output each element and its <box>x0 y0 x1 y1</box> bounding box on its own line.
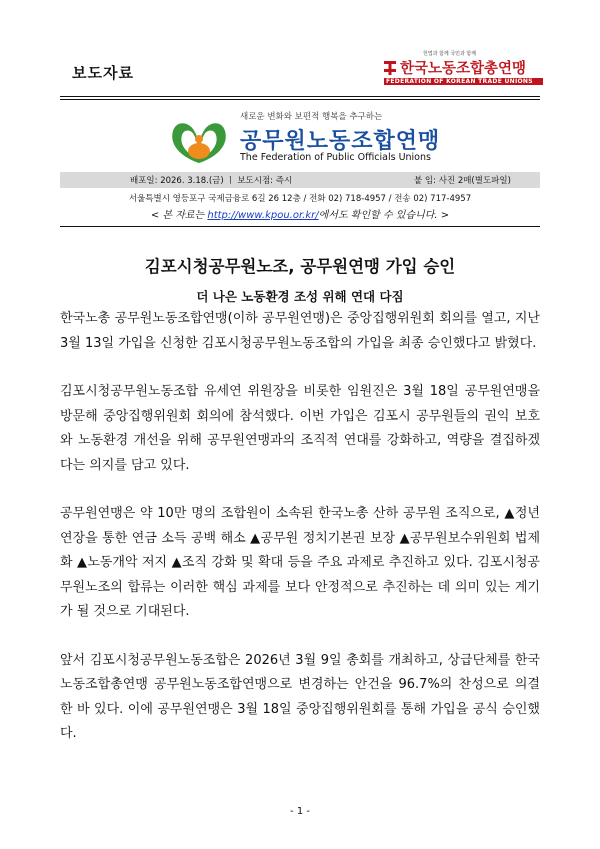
paragraph-1: 한국노총 공무원노동조합연맹(이하 공무원연맹)은 중앙집행위원회 회의를 열고, 지난 3월 13일 가입을 신청한 김포시청공무원노동조합의 가입을 최종 승인했다고 밝혔다. <box>60 311 540 351</box>
fktu-logo <box>383 50 543 85</box>
website-notice <box>60 206 540 221</box>
notice-prefix: < 본 자료는 <box>150 210 208 221</box>
fpou-name: 공무원노동조합연맹 <box>240 129 441 154</box>
fktu-name: 한국노동조합총연맹 <box>400 61 527 77</box>
fktu-name-en: FEDERATION OF KOREAN TRADE UNIONS <box>384 78 543 85</box>
page-number: - 1 - <box>290 806 310 817</box>
attachment-info: 붙 임: 사진 2매(별도파일) <box>414 176 511 186</box>
distribution-info-bar <box>60 172 540 188</box>
paragraph-3: 공무원연맹은 약 10만 명의 조합원이 소속된 한국노총 산하 공무원 조직으로, ▲정년연장을 통한 연금 소득 공백 해소 ▲공무원 정치기본권 보장 ▲공무원보수위원회 법제화 ▲노동개악 저지 ▲조직 강화 및 확대 등을 주요 과제로 추진하고 있다. 김포시청공무원노조의 합류는 이러한 핵심 과제를 보다 안정적으로 추진하는 데 의미 있는 계기가 될 것으로 기대된다. <box>60 506 540 619</box>
notice-suffix: 에서도 확인할 수 있습니다. > <box>318 210 450 221</box>
fktu-emblem-icon <box>383 60 397 76</box>
article-subtitle: 더 나은 노동환경 조성 위해 연대 다짐 <box>196 289 404 304</box>
header-divider-bottom <box>60 226 540 227</box>
contact-address: 서울특별시 영등포구 국제금융로 6길 26 12층 / 전화 02) 718-4957 / 전송 02) 717-4957 <box>128 194 472 204</box>
paragraph-4: 앞서 김포시청공무원노동조합은 2026년 3월 9일 총회를 개최하고, 상급단체를 한국노동조합총연맹 공무원노동조합연맹으로 변경하는 안건을 96.7%의 찬성으로 의결한 바 있다. 이에 공무원연맹은 3월 18일 중앙집행위원회를 통해 가입을 공식 승인했다. <box>60 652 540 741</box>
article-body <box>60 307 540 747</box>
press-release-label: 보도자료 <box>72 64 134 82</box>
fpou-name-en: The Federation of Public Officials Unions <box>240 152 431 163</box>
website-link[interactable]: http://www.kpou.or.kr/ <box>207 210 319 221</box>
paragraph-2: 김포시청공무원노동조합 유세연 위원장을 비롯한 임원진은 3월 18일 공무원연맹을 방문해 중앙집행위원회 회의에 참석했다. 이번 가입은 김포시 공무원들의 권익 보호와 노동환경 개선을 위해 공무원연맹과의 조직적 연대를 강화하고, 역량을 결집하겠다는 의지를 담고 있다. <box>60 384 540 473</box>
article-title: 김포시청공무원노조, 공무원연맹 가입 승인 <box>144 257 456 276</box>
fktu-tagline: 헌법과 함께 국민과 함께 <box>423 51 477 57</box>
header-divider-top-thin <box>60 99 540 100</box>
distribution-date: 배포일: 2026. 3.18.(금) ㅣ 보도시점: 즉시 <box>130 176 293 186</box>
fpou-logo-icon <box>167 117 231 167</box>
header-divider-top <box>60 96 540 97</box>
fpou-slogan: 새로운 변화와 보편적 행복을 추구하는 <box>240 112 383 122</box>
